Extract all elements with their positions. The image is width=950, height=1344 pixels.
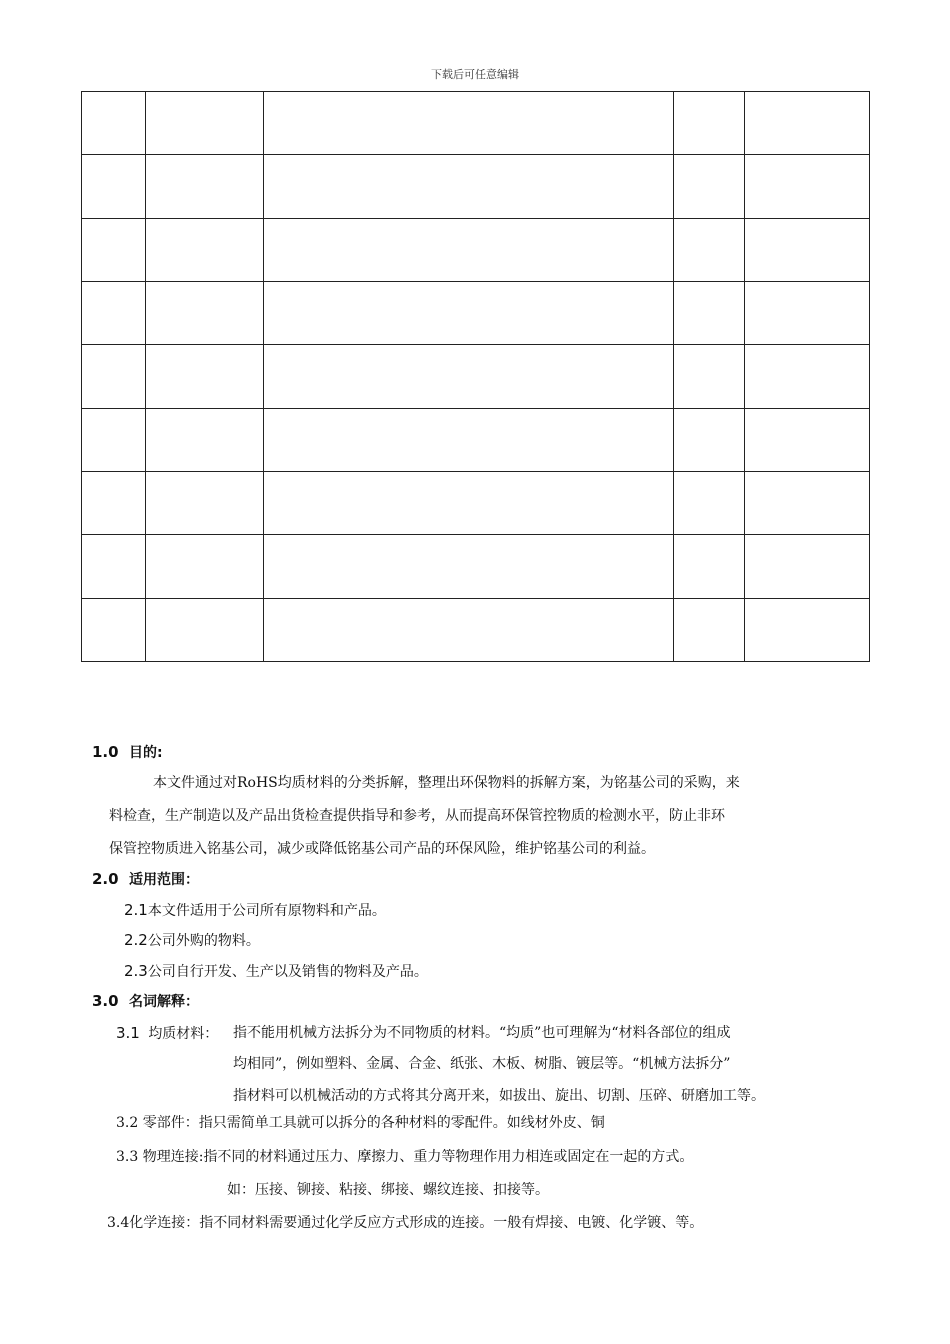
section-1-heading bbox=[92, 743, 163, 762]
table-cell bbox=[82, 345, 146, 408]
table-row bbox=[82, 281, 870, 344]
table-cell bbox=[82, 408, 146, 471]
table-cell bbox=[146, 155, 264, 218]
table-row bbox=[82, 92, 870, 155]
table-row bbox=[82, 471, 870, 534]
table-cell bbox=[264, 598, 674, 661]
section-3-3: 3.3 物理连接:指不同的材料通过压力、摩擦力、重力等物理作用力相连或固定在一起的方式。 bbox=[116, 1149, 694, 1165]
table-cell bbox=[674, 155, 745, 218]
table-cell bbox=[674, 345, 745, 408]
table-row bbox=[82, 535, 870, 598]
table-row bbox=[82, 218, 870, 281]
table-cell bbox=[146, 598, 264, 661]
table-cell bbox=[82, 92, 146, 155]
section-2-item-3: 2.3公司自行开发、生产以及销售的物料及产品。 bbox=[124, 962, 428, 980]
section-3-2: 3.2 零部件：指只需简单工具就可以拆分的各种材料的零配件。如线材外皮、铜 bbox=[116, 1115, 605, 1131]
table-cell bbox=[82, 471, 146, 534]
section-3-title: 名词解释： bbox=[129, 994, 200, 1010]
table-cell bbox=[146, 281, 264, 344]
section-1-line-3: 保管控物质进入铭基公司，减少或降低铭基公司产品的环保风险，维护铭基公司的利益。 bbox=[109, 841, 655, 857]
table-cell bbox=[146, 535, 264, 598]
table-cell bbox=[264, 155, 674, 218]
table-cell bbox=[674, 281, 745, 344]
section-1-line-2: 料检查，生产制造以及产品出货检查提供指导和参考，从而提高环保管控物质的检测水平，防止非环 bbox=[109, 808, 725, 824]
table-cell bbox=[264, 471, 674, 534]
section-2-item-1: 2.1本文件适用于公司所有原物料和产品。 bbox=[124, 901, 386, 919]
table-row bbox=[82, 408, 870, 471]
table-cell bbox=[745, 345, 870, 408]
table-cell bbox=[745, 408, 870, 471]
table-cell bbox=[745, 92, 870, 155]
table-cell bbox=[674, 598, 745, 661]
section-2-heading bbox=[92, 870, 199, 889]
section-3-1-line-2: 均相同”，例如塑料、金属、合金、纸张、木板、树脂、镀层等。“机械方法拆分” bbox=[233, 1056, 731, 1072]
table-cell bbox=[264, 408, 674, 471]
table-cell bbox=[745, 535, 870, 598]
table-cell bbox=[82, 155, 146, 218]
section-1-title: 目的: bbox=[129, 745, 163, 761]
table-cell bbox=[674, 535, 745, 598]
table-cell bbox=[264, 281, 674, 344]
section-3-number: 3.0 bbox=[92, 992, 119, 1010]
table-cell bbox=[264, 535, 674, 598]
section-3-1-line-1: 指不能用机械方法拆分为不同物质的材料。“均质”也可理解为“材料各部位的组成 bbox=[233, 1025, 731, 1041]
section-3-1-line-3: 指材料可以机械活动的方式将其分离开来，如拔出、旋出、切割、压碎、研磨加工等。 bbox=[233, 1088, 765, 1104]
table-cell bbox=[146, 218, 264, 281]
table-cell bbox=[264, 345, 674, 408]
section-1-number: 1.0 bbox=[92, 743, 119, 761]
table-cell bbox=[82, 218, 146, 281]
section-3-heading bbox=[92, 992, 199, 1011]
table-cell bbox=[146, 92, 264, 155]
table-cell bbox=[264, 92, 674, 155]
table-row bbox=[82, 155, 870, 218]
table-cell bbox=[745, 281, 870, 344]
table-cell bbox=[674, 471, 745, 534]
table-cell bbox=[146, 408, 264, 471]
table-cell bbox=[82, 281, 146, 344]
section-2-item-2: 2.2公司外购的物料。 bbox=[124, 931, 260, 949]
table-cell bbox=[146, 345, 264, 408]
section-2-number: 2.0 bbox=[92, 870, 119, 888]
table-cell bbox=[674, 92, 745, 155]
table-cell bbox=[146, 471, 264, 534]
section-2-title: 适用范围： bbox=[129, 872, 200, 888]
table-cell bbox=[82, 535, 146, 598]
table-cell bbox=[745, 155, 870, 218]
table-cell bbox=[745, 218, 870, 281]
table-row bbox=[82, 345, 870, 408]
table-cell bbox=[82, 598, 146, 661]
section-3-1-label: 3.1 均质材料： bbox=[116, 1024, 219, 1042]
table-cell bbox=[264, 218, 674, 281]
section-1-line-1: 本文件通过对RoHS均质材料的分类拆解，整理出环保物料的拆解方案，为铭基公司的采购，来 bbox=[153, 775, 740, 791]
table-cell bbox=[745, 471, 870, 534]
table-cell bbox=[674, 218, 745, 281]
table-cell bbox=[674, 408, 745, 471]
empty-table bbox=[81, 91, 870, 662]
section-3-4: 3.4化学连接：指不同材料需要通过化学反应方式形成的连接。一般有焊接、电镀、化学镀、等。 bbox=[107, 1215, 704, 1231]
page-header: 下载后可任意编辑 bbox=[431, 68, 519, 81]
section-3-3-example: 如：压接、铆接、粘接、绑接、螺纹连接、扣接等。 bbox=[227, 1182, 549, 1198]
table-cell bbox=[745, 598, 870, 661]
table-row bbox=[82, 598, 870, 661]
